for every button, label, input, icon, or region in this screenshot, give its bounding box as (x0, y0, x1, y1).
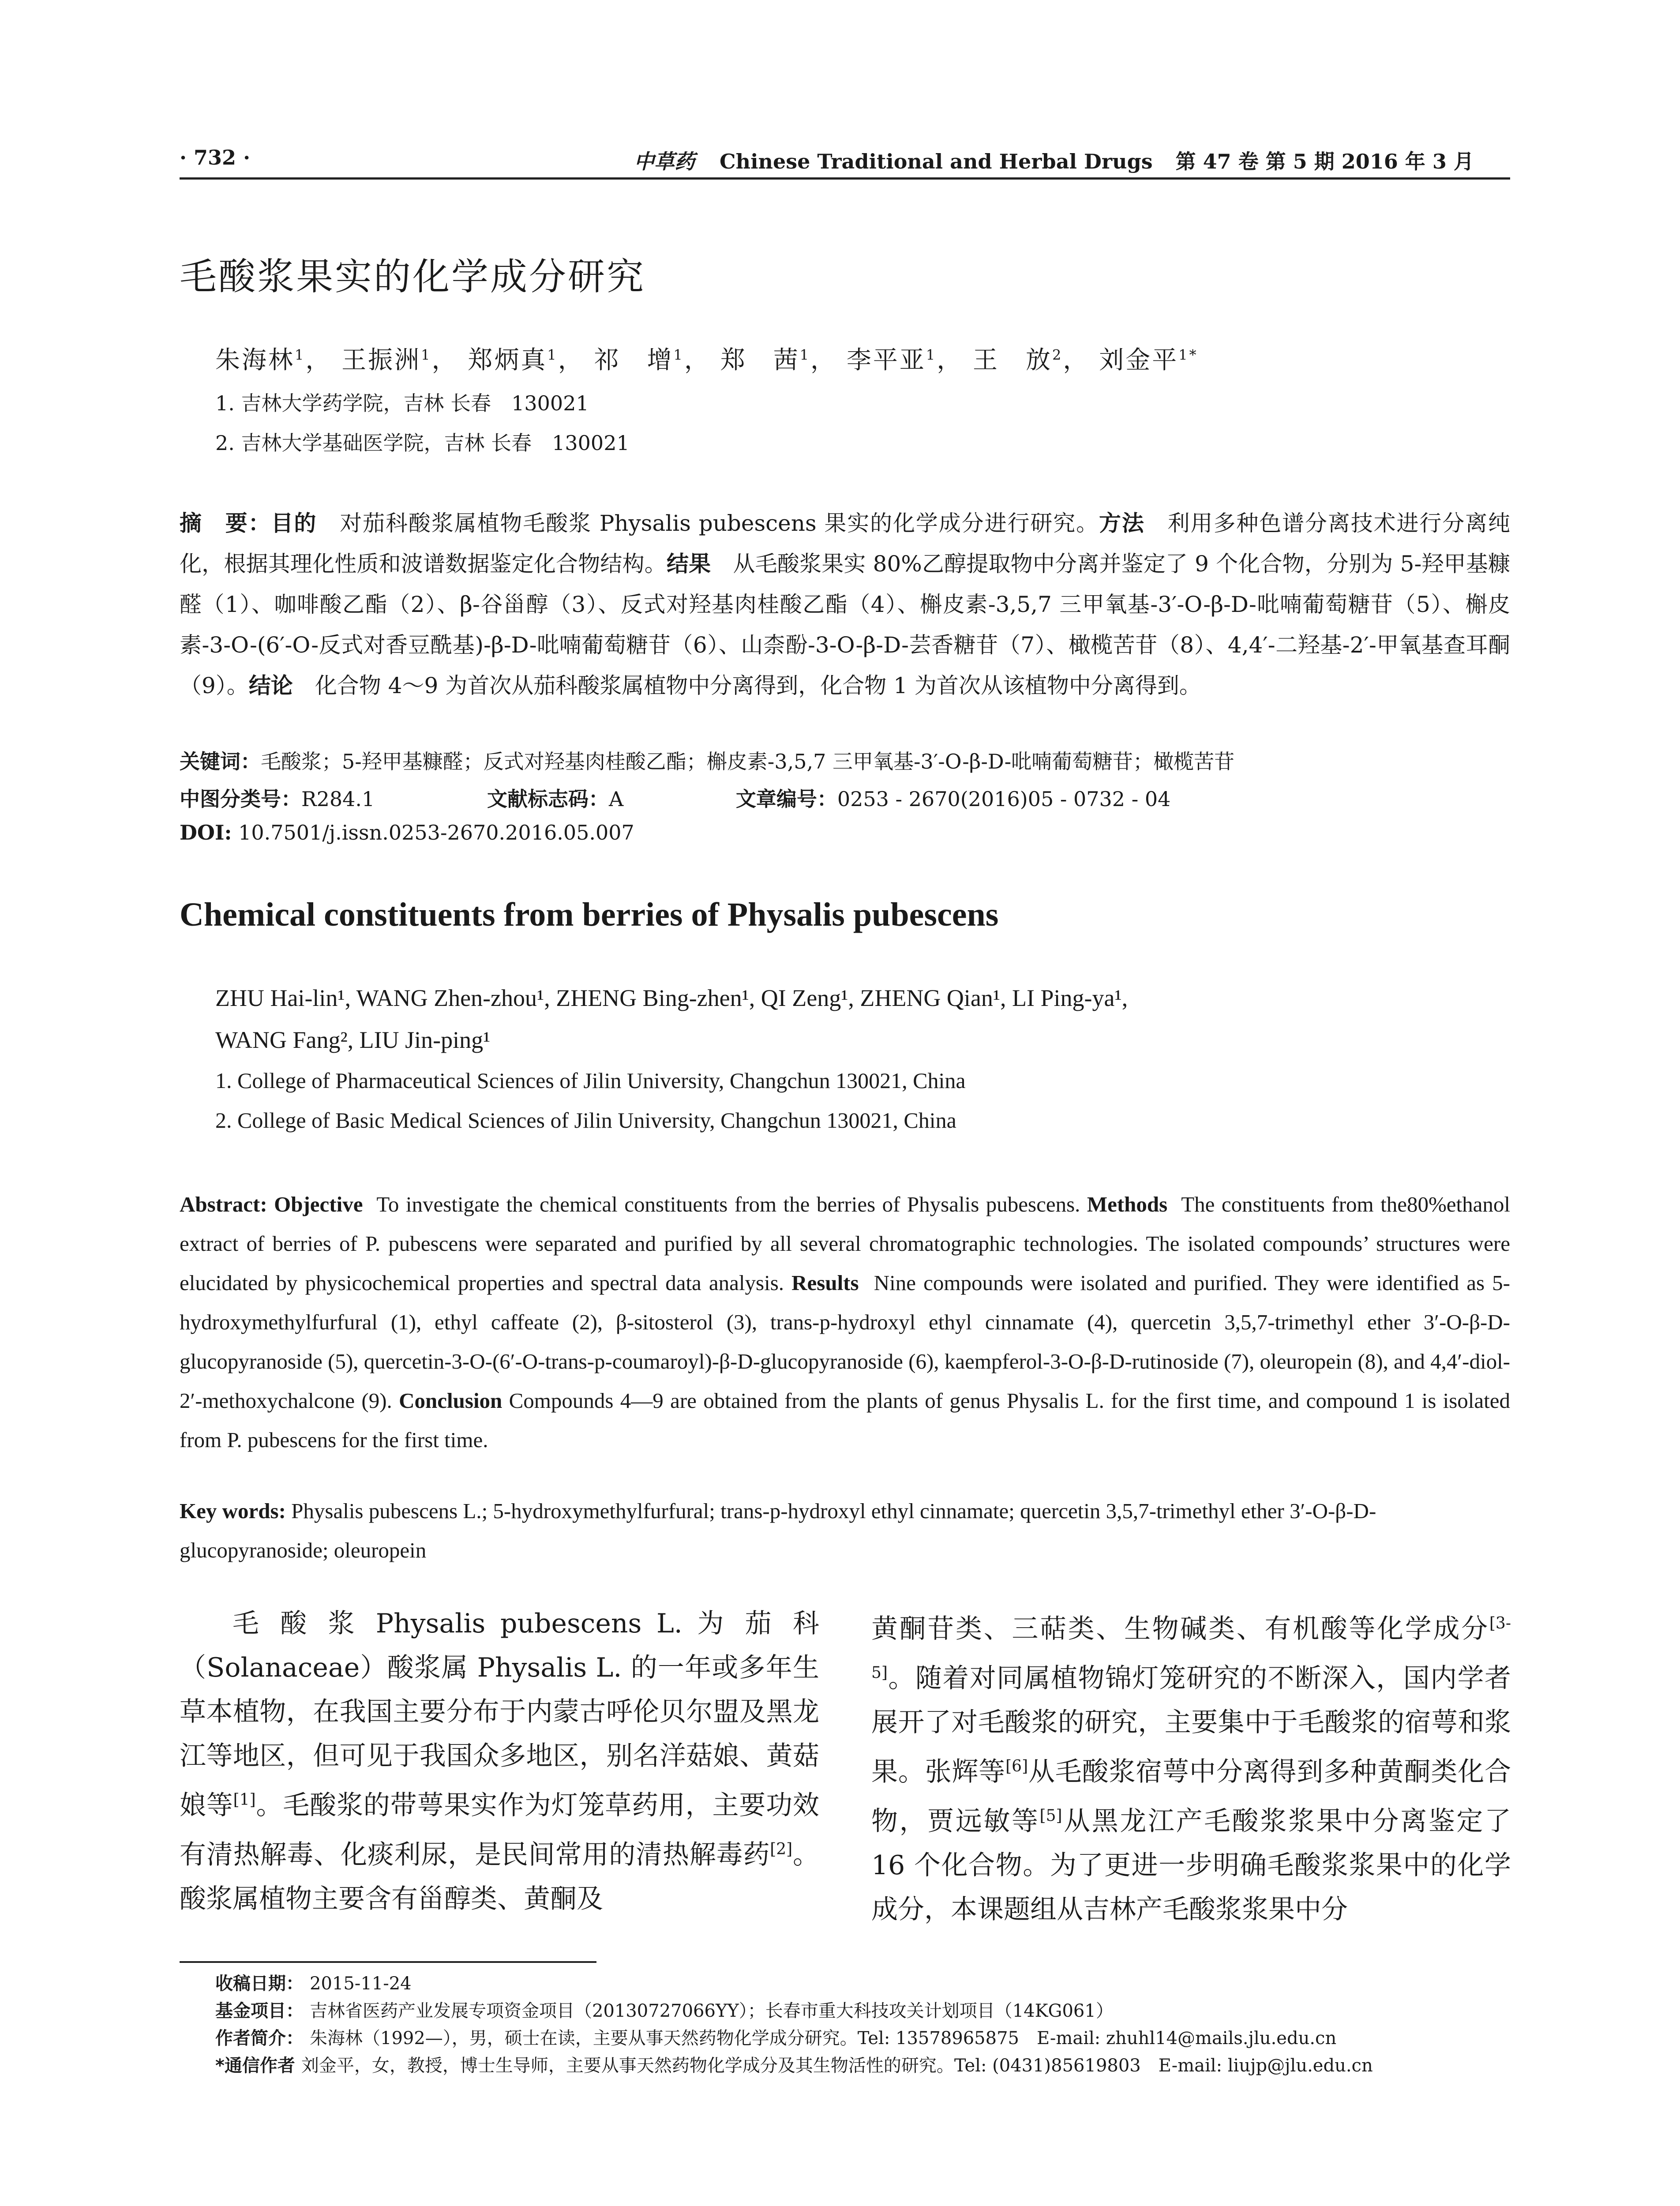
body-text: 从毛酸浆宿萼中分离得到多种黄酮类化合物，贾远敏等 (871, 1756, 1511, 1837)
author-cn: 郑 茜 (720, 346, 800, 375)
received-label: 收稿日期： (215, 1973, 304, 1994)
author-cn: 李平亚 (846, 346, 926, 375)
abstract-en (180, 1185, 1510, 1459)
methods-text-en: The constituents from the80%ethanol extract of berries of P. pubescens were separated and purified by all several chromatographic technologies. The isolated compounds’ structures were elucidated by physicochemical properties and spectral data analysis. (180, 1192, 1511, 1295)
doc-label: 文献标志码： (487, 787, 609, 811)
keywords-text-cn: 毛酸浆；5-羟甲基糠醛；反式对羟基肉桂酸乙酯；槲皮素-3,5,7 三甲氧基-3′-O-β-D-吡喃葡萄糖苷；橄榄苦苷 (261, 750, 1235, 773)
conclusion-label-en: Conclusion (399, 1388, 502, 1413)
methods-label-cn: 方法 (1099, 510, 1145, 536)
author-sup: 1 (421, 346, 432, 364)
doi-label: DOI: (180, 821, 232, 844)
objective-label-cn: 目的 (271, 510, 317, 536)
citation-ref[interactable]: [5] (1039, 1807, 1062, 1825)
footnotes (215, 1970, 1510, 2079)
journal-title (634, 146, 1474, 175)
results-label-cn: 结果 (666, 551, 711, 577)
article-value: 0253 - 2670(2016)05 - 0732 - 04 (837, 787, 1171, 811)
author-cn: 郑炳真 (468, 346, 548, 375)
paper-title-en: Chemical constituents from berries of Physalis pubescens (180, 896, 999, 933)
article-number (736, 787, 1224, 811)
author-cn: 祁 增 (594, 346, 674, 375)
objective-text-en: To investigate the chemical constituents from the berries of Physalis pubescens. (376, 1192, 1080, 1216)
author-line-en-2: WANG Fang², LIU Jin-ping¹ (215, 1027, 491, 1053)
citation-ref[interactable]: [3-5] (871, 1614, 1511, 1682)
doi-value: 10.7501/j.issn.0253-2670.2016.05.007 (238, 821, 634, 844)
document-code (487, 787, 676, 811)
author-sup: 1 (295, 346, 306, 364)
doi-line (180, 821, 634, 844)
author-line-en-1: ZHU Hai-lin¹, WANG Zhen-zhou¹, ZHENG Bing-zhen¹, QI Zeng¹, ZHENG Qian¹, LI Ping-ya¹, (215, 985, 1128, 1011)
author-sup: 2 (1052, 346, 1063, 364)
keywords-label-en: Key words: (180, 1499, 286, 1523)
footnote-rule (180, 1961, 596, 1963)
author-bio-text: 朱海林（1992—），男，硕士在读，主要从事天然药物化学成分研究。Tel: 13578965875 E-mail: zhuhl14@mails.jlu.edu.cn (310, 2028, 1337, 2048)
keywords-en (180, 1491, 1510, 1570)
keywords-cn (180, 746, 1234, 775)
author-bio-label: 作者简介： (215, 2028, 304, 2048)
author-cn: 王 放 (973, 346, 1053, 375)
affiliation-en-2: 2. College of Basic Medical Sciences of Jilin University, Changchun 130021, China (215, 1108, 956, 1133)
clc-code (180, 787, 428, 811)
footnote-received (215, 1970, 1510, 1997)
affiliation-cn-1: 1. 吉林大学药学院，吉林 长春 130021 (215, 391, 589, 415)
author-list-cn: 朱海林$^1$， 王振洲$^1$， 郑炳真$^1$， 祁 增$^1$， 郑 茜$^1$， 李平亚$^1$， 王 放$^2$， 刘金平$^{1*}$ (215, 346, 1198, 375)
affiliation-cn-2: 2. 吉林大学基础医学院，吉林 长春 130021 (215, 431, 630, 455)
affiliation-en-1: 1. College of Pharmaceutical Sciences of Jilin University, Changchun 130021, China (215, 1068, 966, 1093)
body-text: 从黑龙江产毛酸浆浆果中分离鉴定了 16 个化合物。为了更进一步明确毛酸浆浆果中的化学成分，本课题组从吉林产毛酸浆浆果中分 (871, 1806, 1511, 1925)
results-label-en: Results (791, 1271, 859, 1295)
body-column-left (180, 1602, 819, 1921)
conclusion-text-en: Compounds 4—9 are obtained from the plants of genus Physalis L. for the first time, and compound 1 is isolated from P. pubescens for the first time. (180, 1388, 1511, 1452)
author-sup: 1 (673, 346, 684, 364)
author-sup: 1* (1178, 346, 1198, 364)
clc-label: 中图分类号： (180, 787, 301, 811)
doc-value: A (608, 787, 624, 811)
conclusion-label-cn: 结论 (248, 673, 293, 698)
abstract-label-cn: 摘 要： (180, 510, 271, 536)
keywords-text-en: Physalis pubescens L.; 5-hydroxymethylfurfural; trans-p-hydroxyl ethyl cinnamate; quercetin 3,5,7-trimethyl ether 3′-O-β-D-glucopyranoside; oleuropein (180, 1499, 1376, 1562)
body-text: 黄酮苷类、三萜类、生物碱类、有机酸等化学成分 (871, 1613, 1489, 1644)
citation-ref[interactable]: [1] (233, 1791, 256, 1809)
body-text: 。酸浆属植物主要含有甾醇类、黄酮及 (180, 1839, 820, 1914)
author-sup: 1 (926, 346, 937, 364)
paper-title-cn: 毛酸浆果实的化学成分研究 (180, 255, 646, 298)
body-paragraph (871, 1602, 1511, 1932)
author-sup: 1 (799, 346, 811, 364)
body-paragraph (180, 1602, 819, 1921)
footnote-fund (215, 1997, 1510, 2025)
methods-label-en: Methods (1087, 1192, 1168, 1216)
body-text: 。毛酸浆的带萼果实作为灯笼草药用，主要功效有清热解毒、化痰利尿，是民间常用的清热解毒药 (180, 1790, 820, 1870)
body-text: 毛 酸 浆 Physalis pubescens L. 为 茄 科（Solanaceae）酸浆属 Physalis L. 的一年或多年生草本植物，在我国主要分布于内蒙古呼伦贝尔盟及黑龙江等地区，但可见于我国众多地区，别名洋菇娘、黄菇娘等 (180, 1608, 819, 1821)
article-label: 文章编号： (735, 787, 837, 811)
fund-text: 吉林省医药产业发展专项资金项目（20130727066YY）；长春市重大科技攻关计划项目（14KG061） (310, 2001, 1114, 2021)
author-list-en (215, 977, 1451, 1061)
abstract-cn (180, 503, 1510, 706)
results-text-cn: 从毛酸浆果实 80%乙醇提取物中分离并鉴定了 9 个化合物，分别为 5-羟甲基糠醛（1）、咖啡酸乙酯（2）、β-谷甾醇（3）、反式对羟基肉桂酸乙酯（4）、槲皮素-3,5,7 三甲氧基-3′-O-β-D-吡喃葡萄糖苷（5）、槲皮素-3-O-(6′-O-反式对香豆酰基)-β-D-吡喃葡萄糖苷（6）、山柰酚-3-O-β-D-芸香糖苷（7）、橄榄苦苷（8）、4,4′-二羟基-2′-甲氧基查耳酮（9）。 (180, 551, 1511, 698)
author-sup: 1 (547, 346, 558, 364)
keywords-label-cn: 关键词： (180, 750, 261, 773)
journal-issue: 第 47 卷 第 5 期 2016 年 3 月 (1175, 150, 1474, 173)
author-cn: 王振洲 (341, 346, 421, 375)
corresponding-label: *通信作者 (215, 2056, 295, 2076)
journal-name-cn: 中草药 (634, 150, 695, 173)
author-cn: 刘金平 (1099, 346, 1179, 375)
classification-line (180, 783, 1276, 812)
journal-name-en: Chinese Traditional and Herbal Drugs (720, 150, 1153, 173)
objective-text-cn: 对茄科酸浆属植物毛酸浆 Physalis pubescens 果实的化学成分进行研究。 (340, 510, 1099, 536)
clc-value: R284.1 (301, 787, 375, 811)
fund-label: 基金项目： (215, 2001, 304, 2021)
methods-text-cn: 利用多种色谱分离技术进行分离纯化，根据其理化性质和波谱数据鉴定化合物结构。 (180, 510, 1511, 577)
citation-ref[interactable]: [6] (1005, 1757, 1028, 1775)
body-text: 。随着对同属植物锦灯笼研究的不断深入，国内学者展开了对毛酸浆的研究，主要集中于毛酸浆的宿萼和浆果。张辉等 (871, 1663, 1511, 1787)
corresponding-text: 刘金平，女，教授，博士生导师，主要从事天然药物化学成分及其生物活性的研究。Tel: (0431)85619803 E-mail: liujp@jlu.edu.cn (301, 2056, 1373, 2076)
footnote-author (215, 2025, 1510, 2052)
author-cn: 朱海林 (215, 346, 295, 375)
received-date: 2015-11-24 (310, 1973, 412, 1994)
header-rule (180, 177, 1510, 180)
body-column-right (871, 1602, 1511, 1932)
running-header (180, 142, 1510, 177)
footnote-corresponding (215, 2052, 1510, 2079)
abstract-label-en: Abstract: Objective (180, 1192, 363, 1216)
conclusion-text-cn: 化合物 4～9 为首次从茄科酸浆属植物中分离得到，化合物 1 为首次从该植物中分离得到。 (315, 673, 1201, 698)
results-text-en: Nine compounds were isolated and purified. They were identified as 5-hydroxymethylfurfural (1), ethyl caffeate (2), β-sitosterol (3), trans-p-hydroxyl ethyl cinnamate (4), quercetin 3,5,7-trimethyl ether 3′-O-β-D-glucopyranoside (5), quercetin-3-O-(6′-O-trans-p-coumaroyl)-β-D-glucopyranoside (6), kaempferol-3-O-β-D-rutinoside (7), oleuropein (8), and 4,4′-diol-2′-methoxychalcone (9). (180, 1271, 1510, 1413)
citation-ref[interactable]: [2] (770, 1840, 793, 1858)
page-number: · 732 · (180, 146, 251, 169)
